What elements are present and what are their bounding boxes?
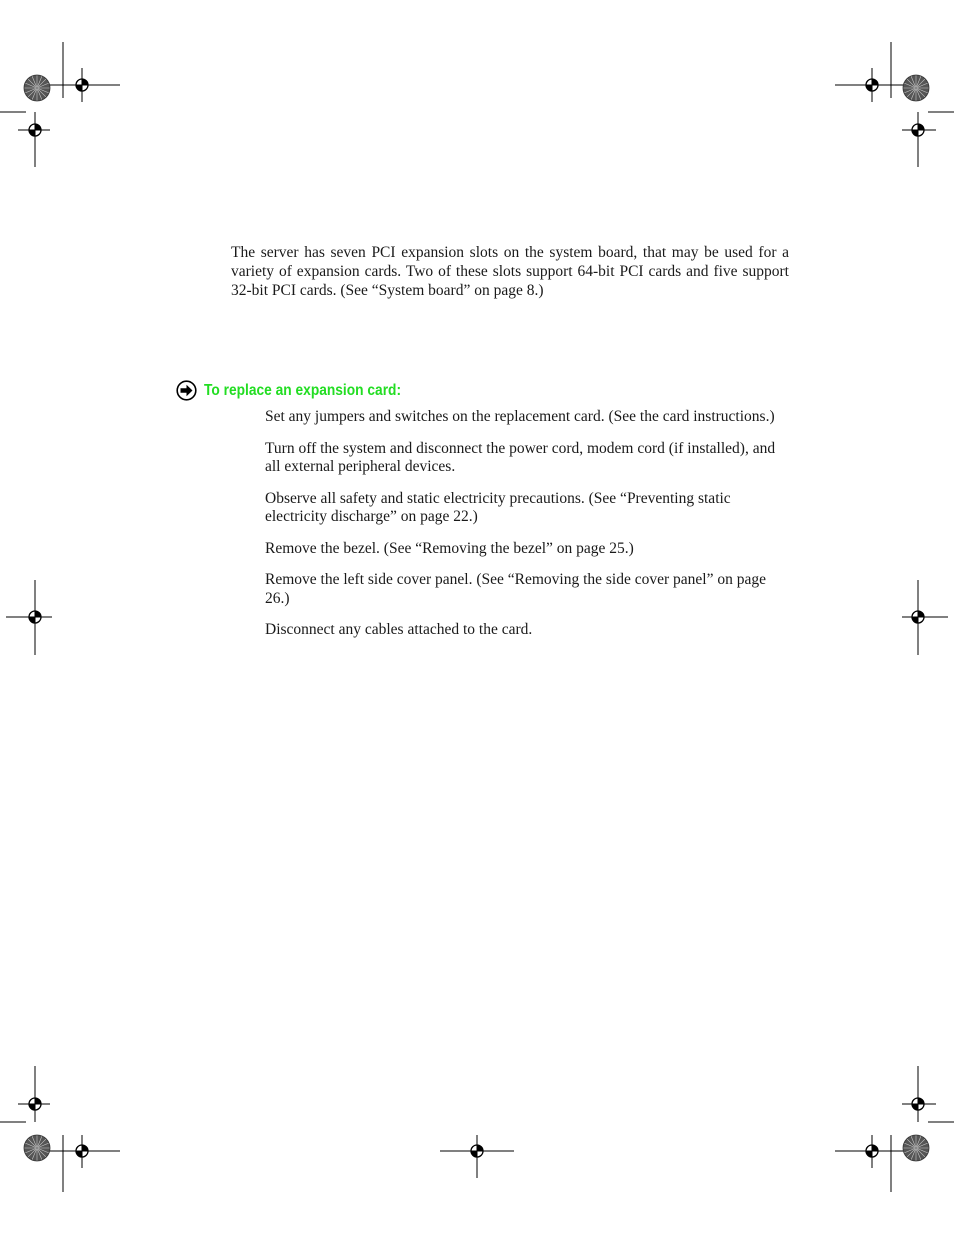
- procedure-step: Remove the left side cover panel. (See “Removing the side cover panel” on page 26.): [265, 571, 766, 607]
- color-wheel-icon: [24, 1135, 50, 1161]
- procedure-step: Disconnect any cables attached to the card.: [265, 621, 533, 638]
- intro-paragraph: The server has seven PCI expansion slots on the system board, that may be used for a variety of expansion cards. Two of these slots support 64-bit PCI cards and five support 32-bit PCI cards. (See “System board” on page 8.): [231, 244, 789, 299]
- procedure-heading: [176, 380, 433, 401]
- procedure-steps: [265, 408, 791, 653]
- procedure-step: Remove the bezel. (See “Removing the bezel” on page 25.): [265, 539, 634, 557]
- procedure-step: Turn off the system and disconnect the power cord, modem cord (if installed), and all external peripheral devices.: [265, 439, 776, 475]
- color-wheel-icon: [24, 75, 50, 101]
- color-wheel-icon: [903, 75, 929, 101]
- registration-mark-mid-left: [6, 580, 52, 655]
- crop-mark-top-right: [835, 42, 954, 167]
- procedure-step: Observe all safety and static electricity precautions. (See “Preventing static electricity discharge” on page 22.): [265, 489, 731, 525]
- color-wheel-icon: [903, 1135, 929, 1161]
- registration-mark-mid-right: [902, 580, 948, 655]
- procedure-step: Set any jumpers and switches on the replacement card. (See the card instructions.): [265, 408, 775, 425]
- procedure-title: To replace an expansion card:: [204, 381, 402, 399]
- registration-mark-bottom-center: [440, 1135, 514, 1178]
- crop-mark-top-left: [0, 42, 120, 167]
- crop-mark-bottom-right: [835, 1066, 954, 1192]
- arrow-right-circle-icon: [176, 380, 197, 401]
- crop-mark-bottom-left: [0, 1066, 120, 1192]
